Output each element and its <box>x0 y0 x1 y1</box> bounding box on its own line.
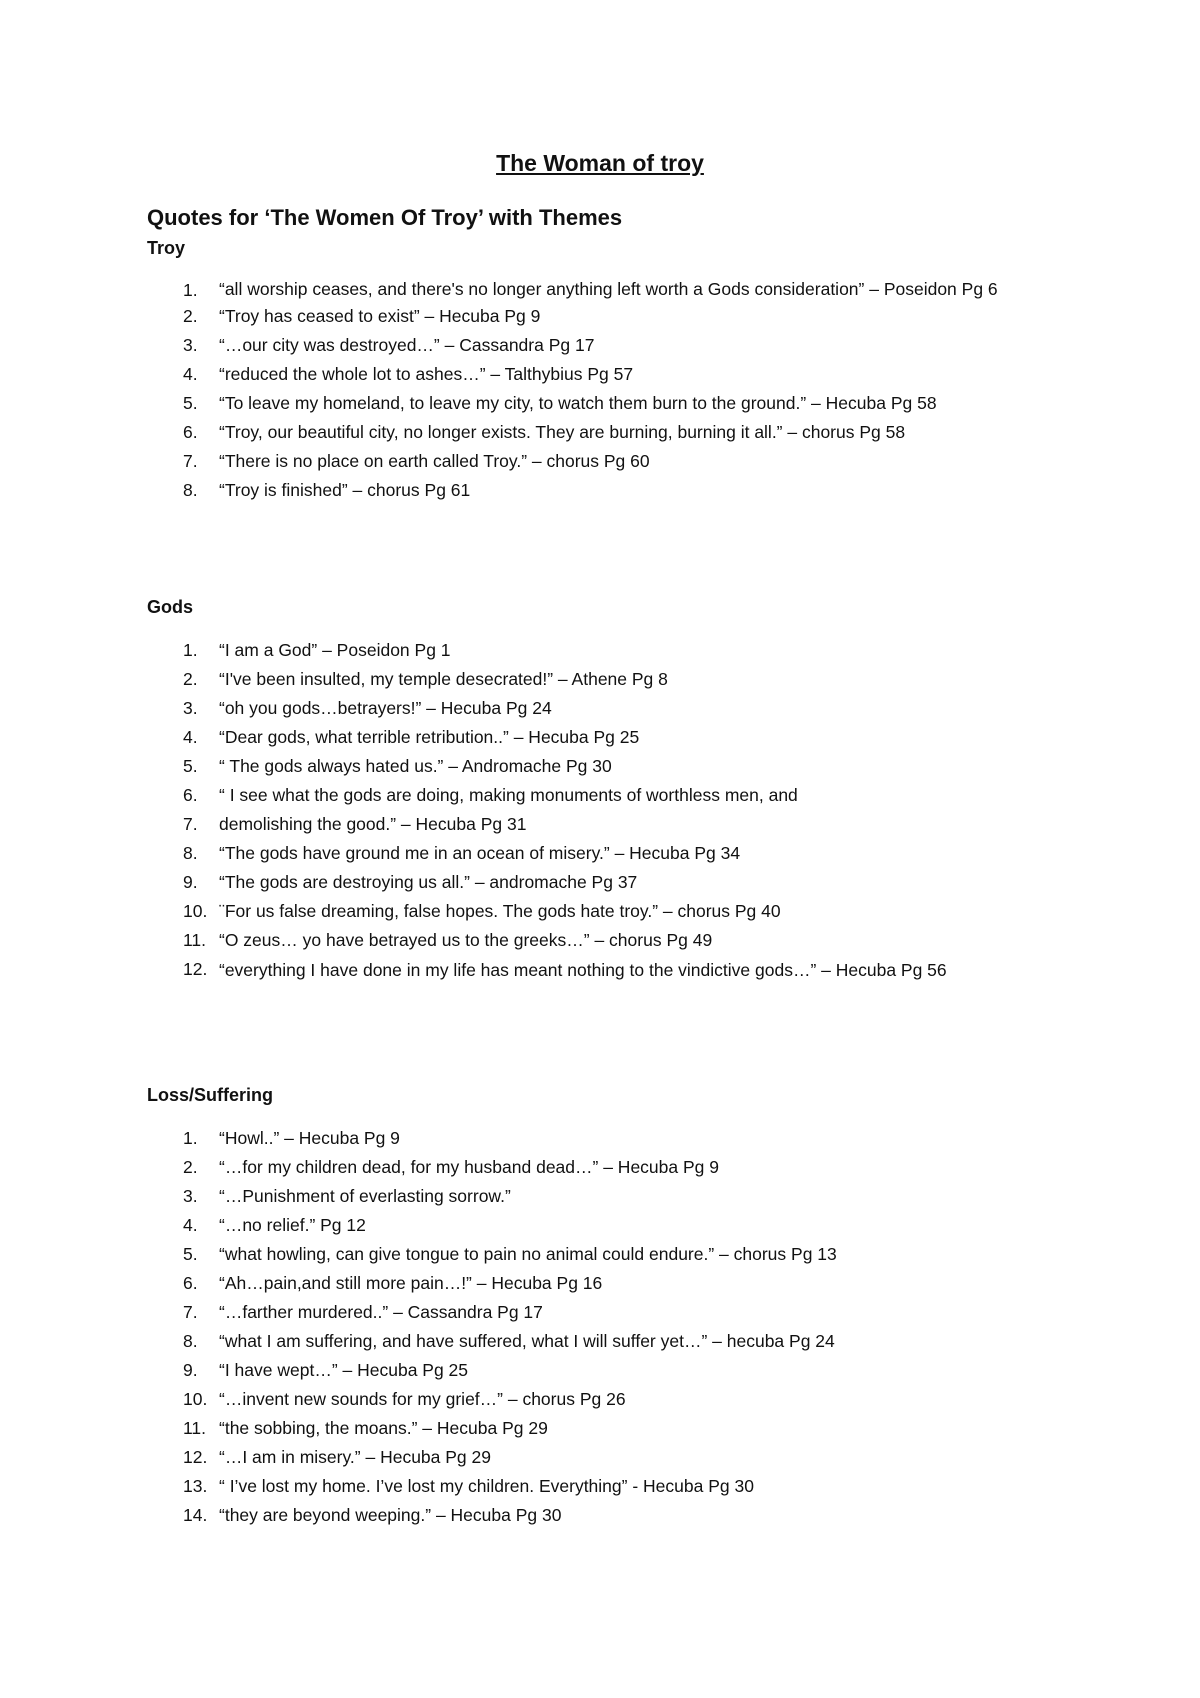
list-item-text: “…farther murdered..” – Cassandra Pg 17 <box>219 1302 543 1322</box>
list-item <box>147 360 1067 389</box>
list-item-text: “…no relief.” Pg 12 <box>219 1215 366 1235</box>
list-item <box>147 1182 1067 1211</box>
list-item-number: 3. <box>183 698 198 718</box>
list-item-number: 4. <box>183 1215 198 1235</box>
list-item <box>147 1327 1067 1356</box>
section-heading-gods: Gods <box>147 597 194 617</box>
list-item-text: demolishing the good.” – Hecuba Pg 31 <box>219 814 527 834</box>
document-title: The Woman of troy <box>496 150 704 176</box>
list-item-number: 4. <box>183 727 198 747</box>
list-item-number: 6. <box>183 1273 198 1293</box>
list-item <box>147 1501 1067 1530</box>
list-item-text: “The gods have ground me in an ocean of misery.” – Hecuba Pg 34 <box>219 843 741 863</box>
list-item-text: “I've been insulted, my temple desecrated!” – Athene Pg 8 <box>219 669 668 689</box>
list-item <box>147 1443 1067 1472</box>
list-item-number: 8. <box>183 480 198 500</box>
quote-list-troy <box>147 276 1067 505</box>
list-item-number: 7. <box>183 814 198 834</box>
list-item-number: 1. <box>183 640 198 660</box>
list-item <box>147 1211 1067 1240</box>
list-item-text: “O zeus… yo have betrayed us to the greeks…” – chorus Pg 49 <box>219 930 713 950</box>
list-item-number: 2. <box>183 669 198 689</box>
list-item <box>147 447 1067 476</box>
list-item-text: “Troy has ceased to exist” – Hecuba Pg 9 <box>219 306 541 326</box>
list-item <box>147 752 1067 781</box>
list-item-text: “Howl..” – Hecuba Pg 9 <box>219 1128 400 1148</box>
list-item-text: “ I’ve lost my home. I’ve lost my children. Everything” - Hecuba Pg 30 <box>219 1476 754 1496</box>
list-item-number: 12. <box>183 959 208 979</box>
list-item-number: 5. <box>183 756 198 776</box>
list-item-number: 8. <box>183 843 198 863</box>
list-item-text: “There is no place on earth called Troy.” – chorus Pg 60 <box>219 451 650 471</box>
list-item-number: 11. <box>183 930 207 950</box>
list-item-text: “oh you gods…betrayers!” – Hecuba Pg 24 <box>219 698 552 718</box>
list-item-text: “The gods are destroying us all.” – andromache Pg 37 <box>219 872 638 892</box>
list-item <box>147 1124 1067 1153</box>
list-item-number: 1. <box>183 280 198 300</box>
list-item <box>147 1153 1067 1182</box>
list-item-text: “I am a God” – Poseidon Pg 1 <box>219 640 451 660</box>
list-item <box>147 723 1067 752</box>
list-item <box>147 1414 1067 1443</box>
list-item <box>147 302 1067 331</box>
document-subtitle: Quotes for ‘The Women Of Troy’ with Themes <box>147 205 623 230</box>
list-item <box>147 636 1067 665</box>
list-item-number: 9. <box>183 1360 198 1380</box>
list-item-number: 13. <box>183 1476 208 1496</box>
list-item-text: “what I am suffering, and have suffered, what I will suffer yet…” – hecuba Pg 24 <box>219 1331 835 1351</box>
list-item <box>147 868 1067 897</box>
list-item-text: “the sobbing, the moans.” – Hecuba Pg 29 <box>219 1418 548 1438</box>
list-item-text: “…invent new sounds for my grief…” – chorus Pg 26 <box>219 1389 626 1409</box>
list-item-number: 3. <box>183 1186 198 1206</box>
list-item <box>147 389 1067 418</box>
list-item <box>147 897 1067 926</box>
list-item-text: “what howling, can give tongue to pain no animal could endure.” – chorus Pg 13 <box>219 1244 837 1264</box>
list-item-number: 4. <box>183 364 198 384</box>
list-item <box>147 1356 1067 1385</box>
list-item <box>147 694 1067 723</box>
list-item-number: 5. <box>183 1244 198 1264</box>
list-item <box>147 955 1067 986</box>
list-item-text: “I have wept…” – Hecuba Pg 25 <box>219 1360 469 1380</box>
list-item-text: “all worship ceases, and there's no longer anything left worth a Gods consideration” – Poseidon Pg 6 <box>219 279 998 299</box>
list-item-number: 9. <box>183 872 198 892</box>
list-item <box>147 810 1067 839</box>
list-item-text: “Ah…pain,and still more pain…!” – Hecuba Pg 16 <box>219 1273 603 1293</box>
list-item-number: 2. <box>183 306 198 326</box>
list-item <box>147 781 1067 810</box>
list-item-number: 8. <box>183 1331 198 1351</box>
list-item <box>147 1472 1067 1501</box>
list-item-text: “reduced the whole lot to ashes…” – Talthybius Pg 57 <box>219 364 634 384</box>
quote-list-loss-suffering <box>147 1124 1067 1530</box>
list-item <box>147 1240 1067 1269</box>
list-item <box>147 1385 1067 1414</box>
list-item <box>147 476 1067 505</box>
list-item <box>147 926 1067 955</box>
section-heading-troy: Troy <box>147 238 186 258</box>
list-item <box>147 1269 1067 1298</box>
list-item-text: “…our city was destroyed…” – Cassandra Pg 17 <box>219 335 595 355</box>
list-item <box>147 331 1067 360</box>
list-item-text: “ The gods always hated us.” – Andromache Pg 30 <box>219 756 612 776</box>
list-item-number: 2. <box>183 1157 198 1177</box>
list-item-text: “…Punishment of everlasting sorrow.” <box>219 1186 511 1206</box>
list-item-number: 10. <box>183 1389 208 1409</box>
list-item-text: “Troy, our beautiful city, no longer exists. They are burning, burning it all.” – chorus Pg 58 <box>219 422 906 442</box>
list-item-text: “…for my children dead, for my husband dead…” – Hecuba Pg 9 <box>219 1157 719 1177</box>
list-item-text: “everything I have done in my life has meant nothing to the vindictive gods…” – Hecuba Pg 56 <box>219 960 947 980</box>
list-item-text: ¨For us false dreaming, false hopes. The gods hate troy.” – chorus Pg 40 <box>219 901 781 921</box>
list-item-number: 14. <box>183 1505 208 1525</box>
list-item-text: “To leave my homeland, to leave my city, to watch them burn to the ground.” – Hecuba Pg 58 <box>219 393 937 413</box>
section-heading-loss-suffering: Loss/Suffering <box>147 1085 274 1105</box>
list-item-number: 7. <box>183 1302 198 1322</box>
list-item-number: 5. <box>183 393 198 413</box>
list-item <box>147 276 1067 302</box>
list-item-text: “Dear gods, what terrible retribution..” – Hecuba Pg 25 <box>219 727 640 747</box>
list-item-number: 12. <box>183 1447 208 1467</box>
list-item <box>147 1298 1067 1327</box>
list-item-text: “ I see what the gods are doing, making monuments of worthless men, and <box>219 785 798 805</box>
list-item-number: 3. <box>183 335 198 355</box>
list-item-text: “they are beyond weeping.” – Hecuba Pg 30 <box>219 1505 562 1525</box>
list-item-number: 11. <box>183 1418 207 1438</box>
list-item-text: “…I am in misery.” – Hecuba Pg 29 <box>219 1447 491 1467</box>
list-item-text: “Troy is finished” – chorus Pg 61 <box>219 480 471 500</box>
list-item <box>147 665 1067 694</box>
quote-list-gods <box>147 636 1067 986</box>
list-item-number: 10. <box>183 901 208 921</box>
list-item-number: 7. <box>183 451 198 471</box>
list-item <box>147 839 1067 868</box>
list-item-number: 1. <box>183 1128 198 1148</box>
list-item-number: 6. <box>183 422 198 442</box>
list-item-number: 6. <box>183 785 198 805</box>
list-item <box>147 418 1067 447</box>
